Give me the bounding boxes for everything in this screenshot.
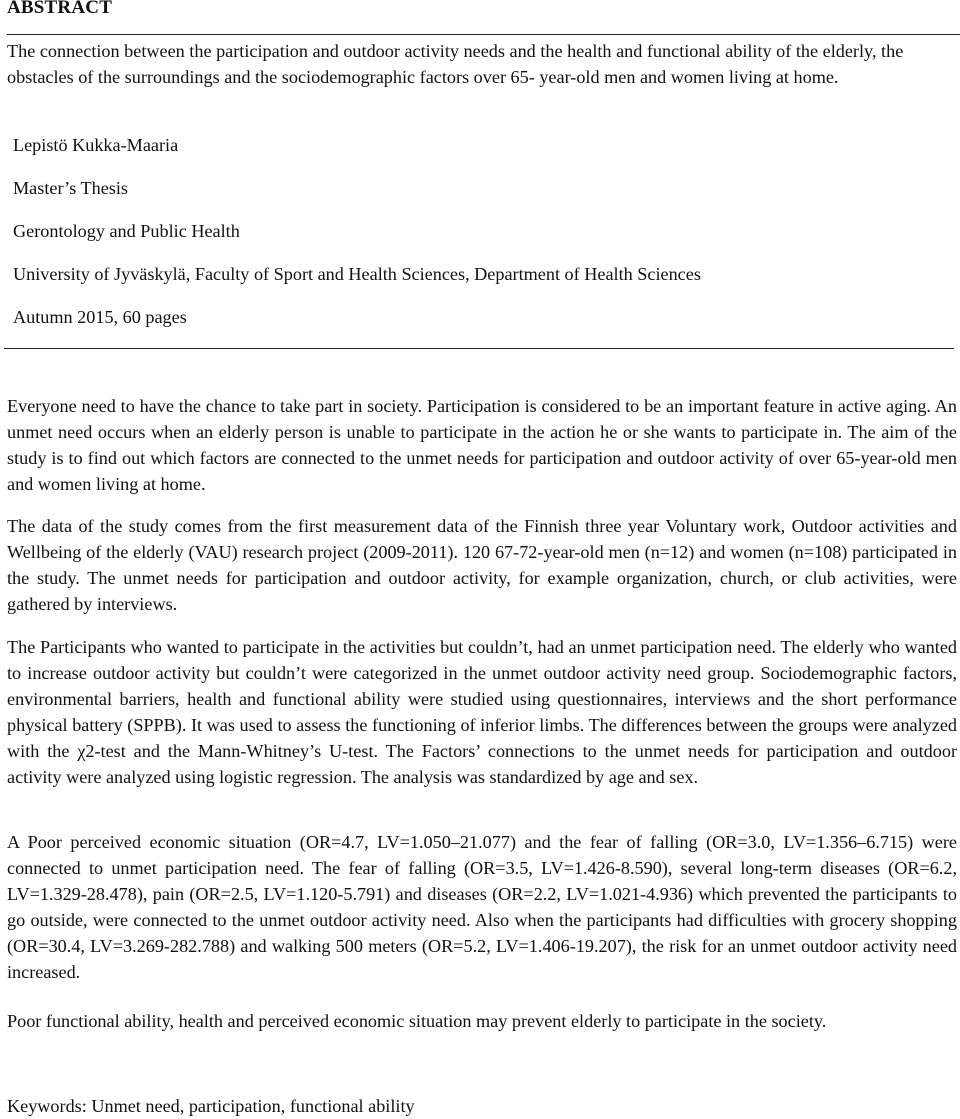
date-and-pages: Autumn 2015, 60 pages (13, 307, 187, 327)
keywords: Keywords: Unmet need, participation, functional ability (7, 1096, 415, 1116)
subject-area: Gerontology and Public Health (13, 221, 240, 241)
thesis-type: Master’s Thesis (13, 178, 129, 198)
paragraph-intro: Everyone need to have the chance to take part in society. Participation is considered to be an important feature in active aging. An unmet need occurs when an elderly person is unable to participate in the action he or she wants to participate in. The aim of the study is to find out which factors are connected to the unmet needs for participation and outdoor activity of over 65-year-old men and women living at home. (7, 396, 957, 494)
abstract-heading: ABSTRACT (7, 0, 113, 18)
paragraph-results: A Poor perceived economic situation (OR=4.7, LV=1.050–21.077) and the fear of falling (OR=3.0, LV=1.356–6.715) were connected to unmet participation need. The fear of falling (OR=3.5, LV=1.426-8.590), several long-term diseases (OR=6.2, LV=1.329-28.478), pain (OR=2.5, LV=1.120-5.791) and diseases (OR=2.2, LV=1.021-4.936) which prevented the participants to go outside, were connected to the unmet outdoor activity need. Also when the participants had difficulties with grocery shopping (OR=30.4, LV=3.269-282.788) and walking 500 meters (OR=5.2, LV=1.406-19.207), the risk for an unmet outdoor activity need increased. (7, 832, 957, 982)
paragraph-methods: The Participants who wanted to participate in the activities but couldn’t, had an unmet participation need. The elderly who wanted to increase outdoor activity but couldn’t were categorized in the unmet outdoor activity need group. Sociodemographic factors, environmental barriers, health and functional ability were studied using questionnaires, interviews and the short performance physical battery (SPPB). It was used to assess the functioning of inferior limbs. The differences between the groups were analyzed with the χ2-test and the Mann-Whitney’s U-test. The Factors’ connections to the unmet needs for participation and outdoor activity were analyzed using logistic regression. The analysis was standardized by age and sex. (7, 637, 957, 787)
middle-divider (4, 348, 954, 349)
paragraph-conclusion: Poor functional ability, health and perceived economic situation may prevent elderly to participate in the society. (7, 1011, 827, 1031)
paragraph-data: The data of the study comes from the first measurement data of the Finnish three year Voluntary work, Outdoor activities and Wellbeing of the elderly (VAU) research project (2009-2011). 120 67-72-year-old men (n=12) and women (n=108) participated in the study. The unmet needs for participation and outdoor activity, for example organization, church, or club activities, were gathered by interviews. (7, 516, 957, 614)
thesis-title: The connection between the participation and outdoor activity needs and the health and functional ability of the elderly, the obstacles of the surroundings and the sociodemographic factors over 65- year-old men and women living at home. (7, 41, 904, 87)
top-divider (7, 34, 960, 35)
institution: University of Jyväskylä, Faculty of Sport and Health Sciences, Department of Health Sciences (13, 264, 701, 284)
author-name: Lepistö Kukka-Maaria (13, 135, 179, 155)
